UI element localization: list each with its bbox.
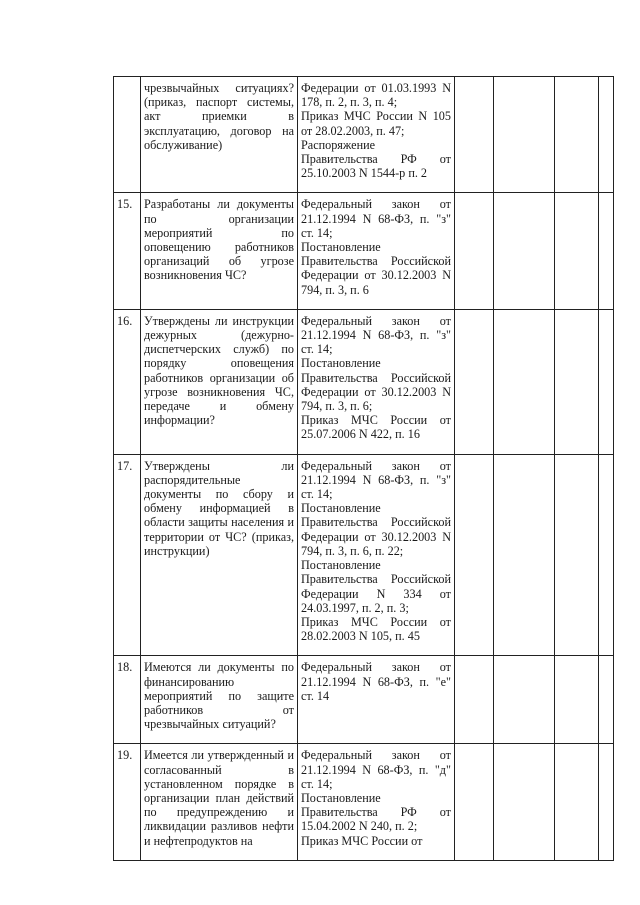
answer-no-cell: [494, 193, 555, 309]
legal-reference: Федеральный закон от 21.12.1994 N 68-ФЗ, п. "з" ст. 14;: [301, 458, 451, 502]
answer-yes-cell: [455, 454, 494, 656]
legal-reference: Постановление Правительства Российской Федерации от 30.12.2003 N 794, п. 3, п. 6;: [301, 356, 451, 414]
legal-reference: Распоряжение Правительства РФ от 25.10.2003 N 1544-р п. 2: [301, 137, 451, 181]
notes-cell: [599, 744, 614, 860]
answer-no-cell: [494, 454, 555, 656]
requirement-question: Утверждены ли инструкции дежурных (дежурно-диспетчерских служб) по порядку оповещения работников организации об угрозе возникновения ЧС, передаче и обмену информации?: [141, 309, 298, 454]
answer-yes-cell: [455, 77, 494, 193]
answer-na-cell: [555, 193, 599, 309]
requirement-question: Разработаны ли документы по организации мероприятий по оповещению работников организаций об угрозе возникновения ЧС?: [141, 193, 298, 309]
answer-no-cell: [494, 744, 555, 860]
requirement-question: чрезвычайных ситуациях? (приказ, паспорт системы, акт приемки в эксплуатацию, договор на обслуживание): [141, 77, 298, 193]
legal-references: [298, 454, 455, 656]
table-row: [114, 454, 614, 656]
table-row: [114, 77, 614, 193]
answer-no-cell: [494, 656, 555, 744]
notes-cell: [599, 309, 614, 454]
legal-reference: Федеральный закон от 21.12.1994 N 68-ФЗ, п. "е" ст. 14: [301, 660, 451, 703]
legal-reference: Приказ МЧС России от: [301, 833, 423, 848]
answer-yes-cell: [455, 193, 494, 309]
legal-references: [298, 309, 455, 454]
item-number: [114, 77, 141, 193]
inspection-checklist-table: [113, 76, 614, 861]
legal-reference: Приказ МЧС России от 25.07.2006 N 422, п. 16: [301, 413, 451, 442]
notes-cell: [599, 454, 614, 656]
notes-cell: [599, 656, 614, 744]
answer-na-cell: [555, 309, 599, 454]
item-number: 16.: [114, 309, 141, 454]
legal-reference: Приказ МЧС России от 28.02.2003 N 105, п. 45: [301, 614, 451, 644]
answer-yes-cell: [455, 744, 494, 860]
answer-na-cell: [555, 656, 599, 744]
item-number: 17.: [114, 454, 141, 656]
item-number: 18.: [114, 656, 141, 744]
legal-references: [298, 193, 455, 309]
checklist-rows: [114, 77, 614, 861]
legal-reference: Федеральный закон от 21.12.1994 N 68-ФЗ, п. "д" ст. 14;: [301, 748, 451, 791]
legal-reference: Федеральный закон от 21.12.1994 N 68-ФЗ, п. "з" ст. 14;: [301, 197, 451, 240]
table-row: [114, 309, 614, 454]
requirement-question: Имеется ли утвержденный и согласованный в установленном порядке в организации план действий по предупреждению и ликвидации разливов нефти и нефтепродуктов на: [141, 744, 298, 860]
item-number: 19.: [114, 744, 141, 860]
legal-reference: Приказ МЧС России N 105 от 28.02.2003, п. 47;: [301, 109, 451, 138]
legal-references: [298, 656, 455, 744]
requirement-question: Имеются ли документы по финансированию мероприятий по защите работников от чрезвычайных ситуаций?: [141, 656, 298, 744]
legal-reference: Постановление Правительства РФ от 15.04.2002 N 240, п. 2;: [301, 790, 451, 834]
table-row: [114, 656, 614, 744]
legal-reference: Федерации от 01.03.1993 N 178, п. 2, п. 3, п. 4;: [301, 81, 451, 110]
answer-yes-cell: [455, 309, 494, 454]
answer-na-cell: [555, 454, 599, 656]
legal-reference: Федеральный закон от 21.12.1994 N 68-ФЗ, п. "з" ст. 14;: [301, 313, 451, 357]
legal-references: [298, 77, 455, 193]
requirement-question: Утверждены ли распорядительные документы по сбору и обмену информацией в области защиты населения и территории от ЧС? (приказ, инструкции): [141, 454, 298, 656]
answer-no-cell: [494, 309, 555, 454]
item-number: 15.: [114, 193, 141, 309]
notes-cell: [599, 77, 614, 193]
answer-na-cell: [555, 77, 599, 193]
legal-references: [298, 744, 455, 860]
legal-reference: Постановление Правительства Российской Федерации N 334 от 24.03.1997, п. 2, п. 3;: [301, 558, 451, 615]
table-row: [114, 193, 614, 309]
legal-reference: Постановление Правительства Российской Федерации от 30.12.2003 N 794, п. 3, п. 6: [301, 240, 451, 297]
notes-cell: [599, 193, 614, 309]
answer-na-cell: [555, 744, 599, 860]
legal-reference: Постановление Правительства Российской Федерации от 30.12.2003 N 794, п. 3, п. 6, п. 22;: [301, 501, 451, 558]
table-row: [114, 744, 614, 860]
answer-no-cell: [494, 77, 555, 193]
answer-yes-cell: [455, 656, 494, 744]
